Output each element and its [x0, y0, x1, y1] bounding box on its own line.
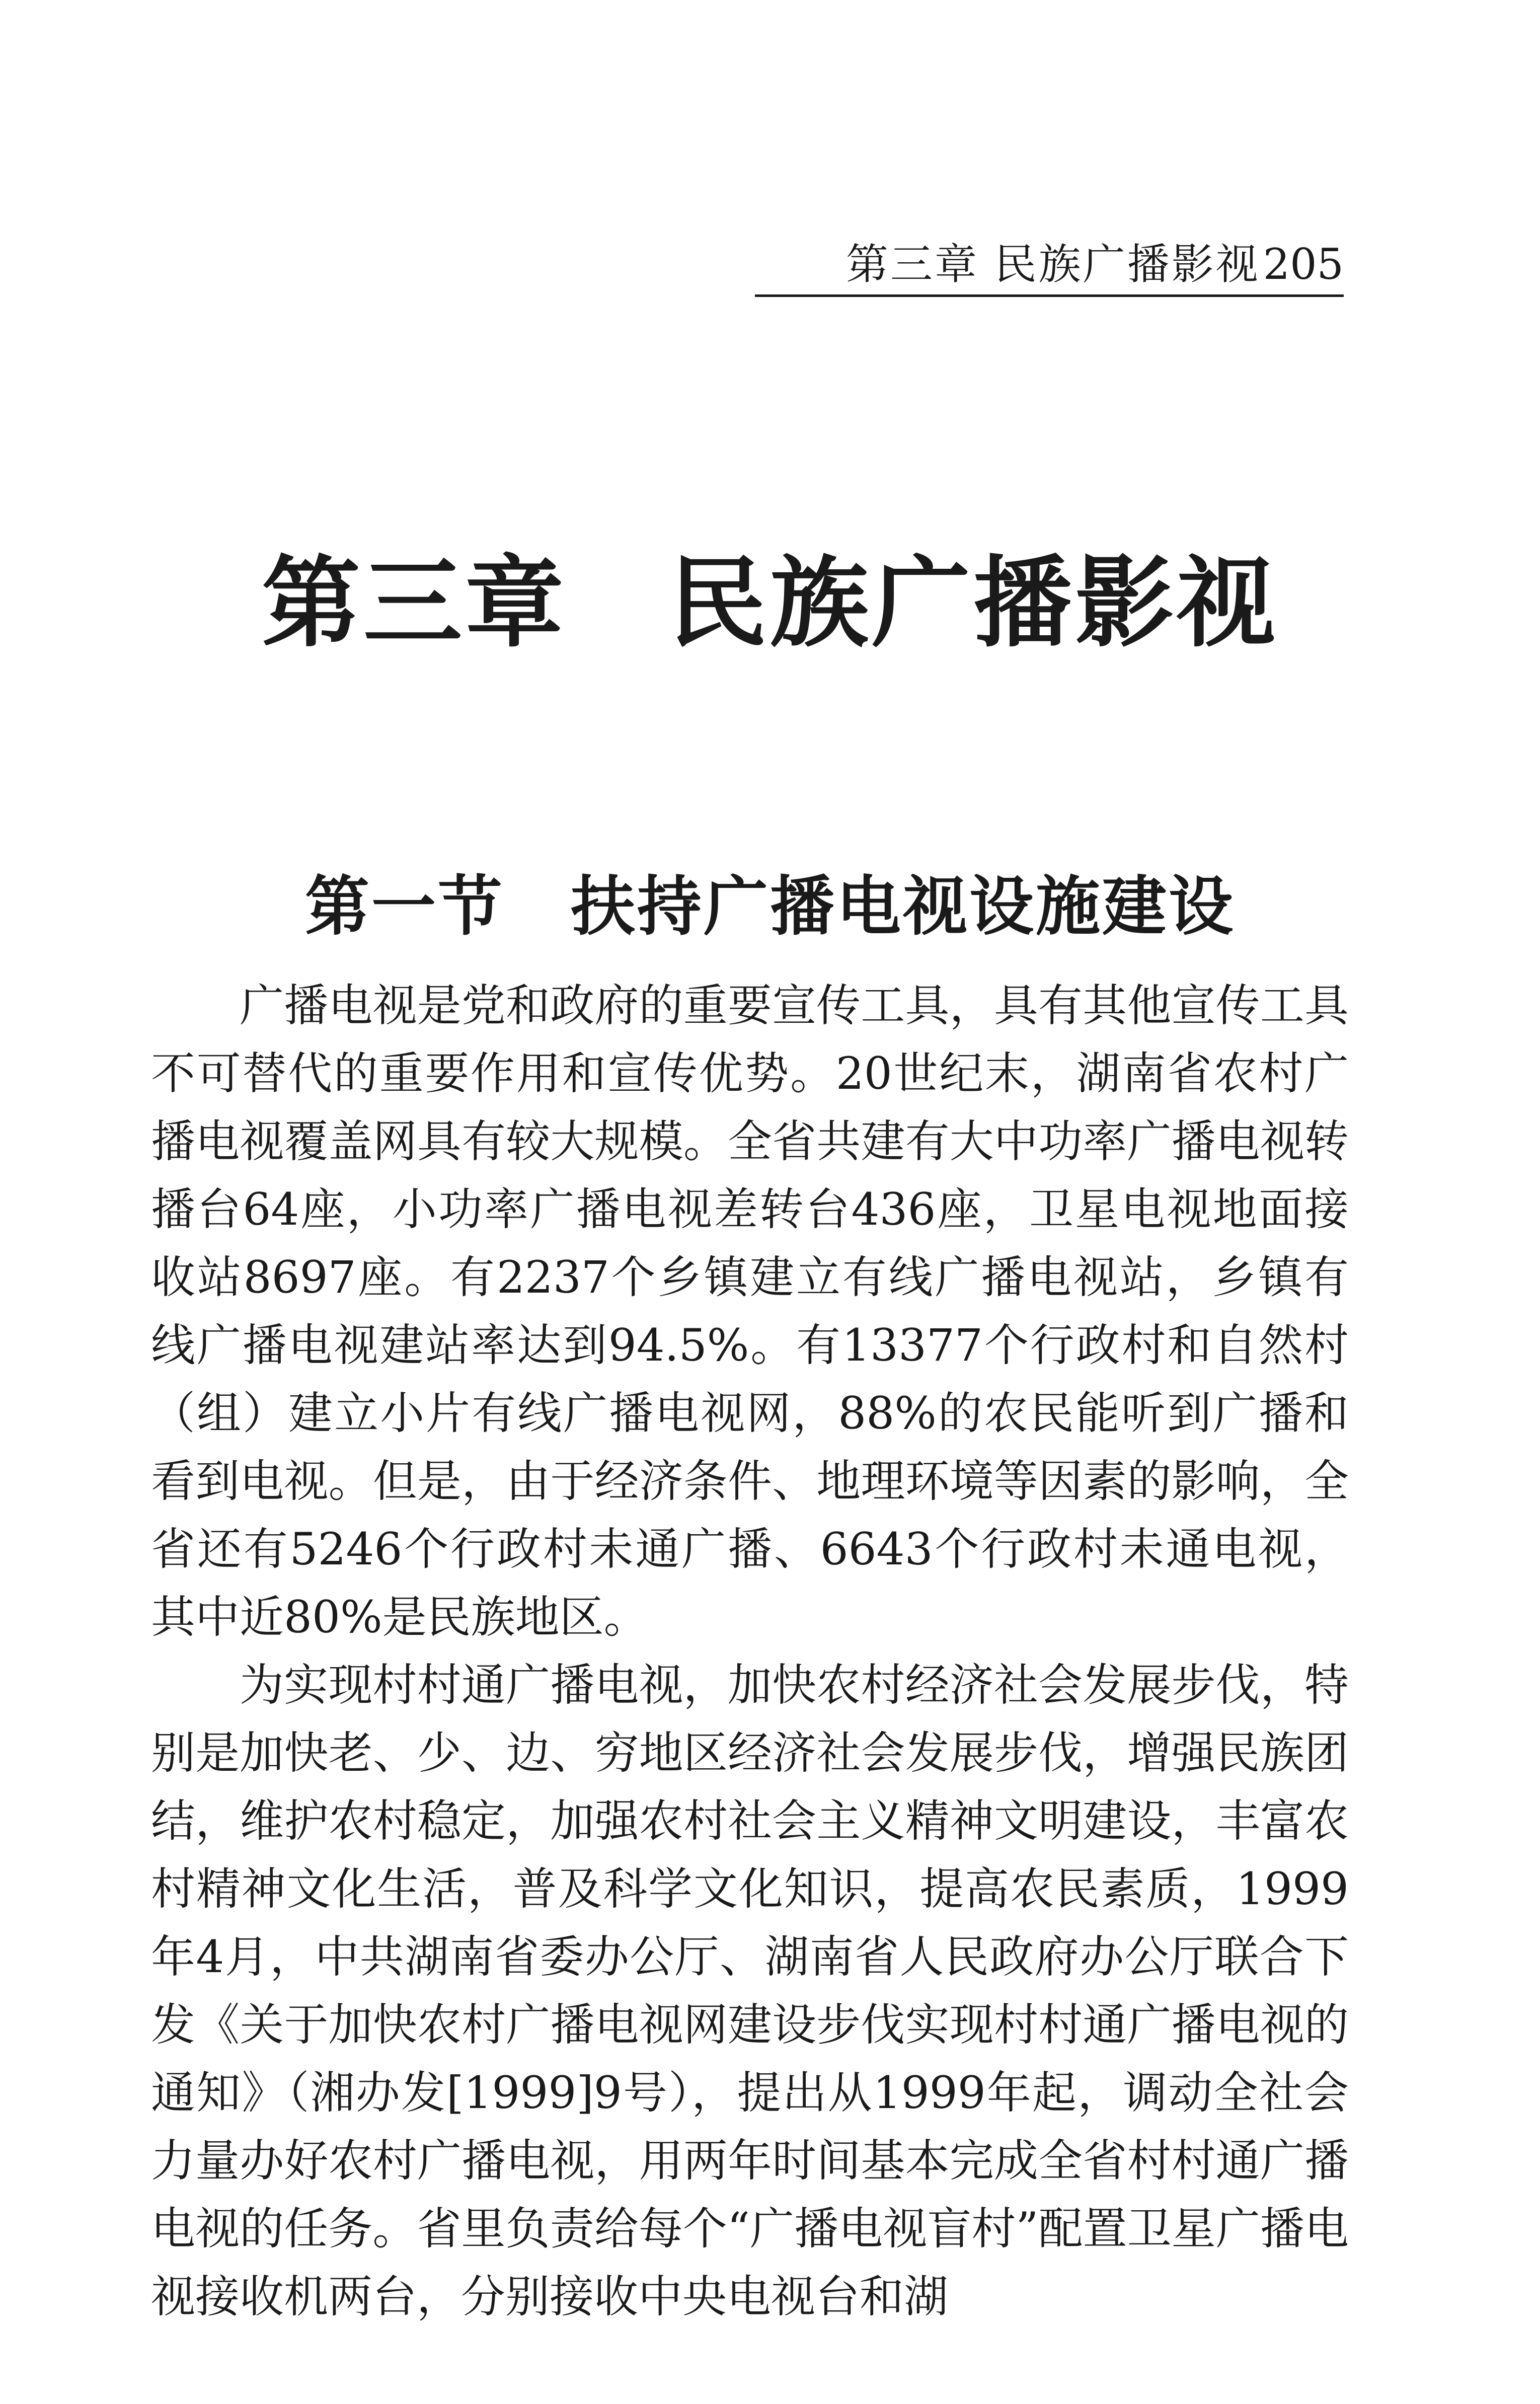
page-number: 205 — [1263, 240, 1344, 289]
running-header — [755, 237, 1344, 297]
section-title: 第一节 扶持广播电视设施建设 — [304, 869, 1235, 945]
running-title: 第三章 民族广播影视 — [845, 240, 1260, 289]
chapter-title: 第三章 民族广播影视 — [261, 545, 1278, 661]
body-paragraph-1: 广播电视是党和政府的重要宣传工具，具有其他宣传工具不可替代的重要作用和宣传优势。20世纪末，湖南省农村广播电视覆盖网具有较大规模。全省共建有大中功率广播电视转播台64座，小功率广播电视差转台436座，卫星电视地面接收站8697座。有2237个乡镇建立有线广播电视站，乡镇有线广播电视建站率达到94.5%。有13377个行政村和自然村（组）建立小片有线广播电视网，88%的农民能听到广播和看到电视。但是，由于经济条件、地理环境等因素的影响，全省还有5246个行政村未通广播、6643个行政村未通电视，其中近80%是民族地区。 — [151, 980, 1349, 1643]
body-paragraph-2: 为实现村村通广播电视，加快农村经济社会发展步伐，特别是加快老、少、边、穷地区经济社会发展步伐，增强民族团结，维护农村稳定，加强农村社会主义精神文明建设，丰富农村精神文化生活，普及科学文化知识，提高农民素质，1999年4月，中共湖南省委办公厅、湖南省人民政府办公厅联合下发《关于加快农村广播电视网建设步伐实现村村通广播电视的通知》（湘办发[1999]9号），提出从1999年起，调动全社会力量办好农村广播电视，用两年时间基本完成全省村村通广播电视的任务。省里负责给每个“广播电视盲村”配置卫星广播电视接收机两台，分别接收中央电视台和湖 — [151, 1659, 1349, 2322]
body-text — [151, 971, 1349, 2331]
